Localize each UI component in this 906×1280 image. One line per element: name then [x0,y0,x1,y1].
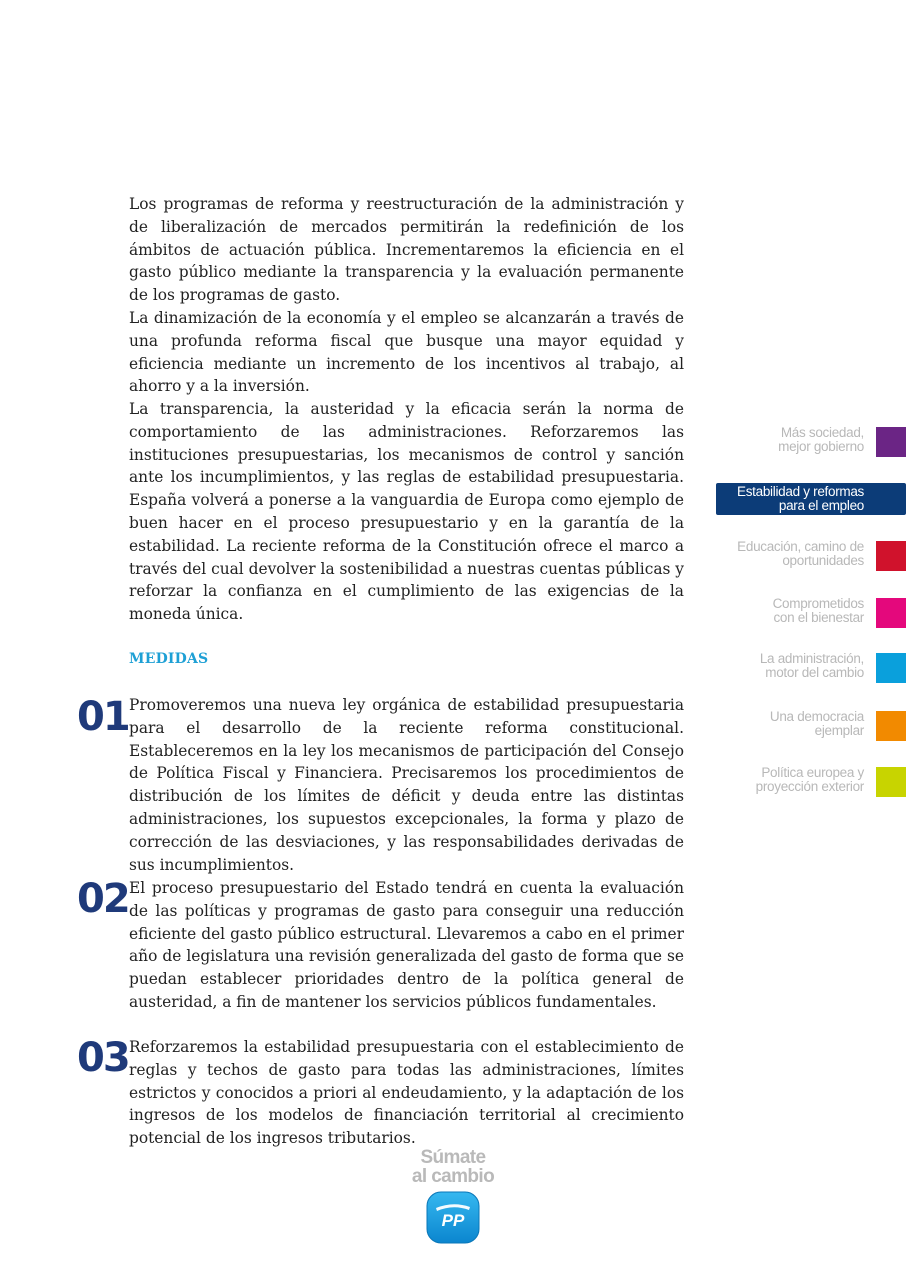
measure-number-01: 01 [77,694,129,740]
pp-party-logo-icon [426,1191,480,1244]
measure-text-02: El proceso presupuestario del Estado tendrá en cuenta la evaluación de las políticas y programas de gasto para conseguir una reducción eficiente del gasto público estructural. Llevaremos a cabo en el primer año de legislatura una revisión generalizada del gasto de forma que se puedan establecer prioridades dentro de la política general de austeridad, a fin de mantener los servicios públicos fundamentales. [129,879,684,1011]
measure-number-03: 03 [77,1035,129,1081]
pp-logo-text: PP [441,1211,465,1230]
intro-paragraph-1: Los programas de reforma y reestructuración de la administración y de liberalización de mercados permitirán la redefinición de los ámbitos de actuación pública. Incrementaremos la eficiencia en el gasto público mediante la transparencia y la evaluación permanente de los programas de gasto. [129,195,684,305]
sidebar-item-administracion[interactable] [716,652,906,684]
sidebar-item-comprometidos[interactable] [716,597,906,629]
sidebar-item-label: La administración, motor del cambio [759,651,864,680]
chapter-color-tab [876,541,906,571]
sidebar-item-label: Educación, camino de oportunidades [737,539,864,568]
measure-text-01: Promoveremos una nueva ley orgánica de estabilidad presupuestaria para el desarrollo de la reciente reforma constitucional. Estableceremos en la ley los mecanismos de participación del Consejo de Política Fiscal y Financiera. Precisaremos los procedimientos de distribución de los límites de déficit y deuda entre las distintas administraciones, los supuestos excepcionales, la forma y plazo de corrección de las desviaciones, y las responsabilidades derivadas de sus incumplimientos. [129,696,684,874]
chapter-color-tab [876,653,906,683]
sidebar-item-label: Estabilidad y reformas para el empleo [737,484,864,513]
sidebar-item-educacion[interactable] [716,540,906,572]
sidebar-item-label: Comprometidos con el bienestar [772,596,864,625]
sidebar-item-label: Más sociedad, mejor gobierno [778,425,864,454]
chapter-color-tab [876,711,906,741]
sidebar-item-label: Política europea y proyección exterior [755,765,864,794]
intro-paragraph-2: La dinamización de la economía y el empleo se alcanzarán a través de una profunda reforma fiscal que busque una mayor equidad y eficiencia mediante un incremento de los incentivos al trabajo, al ahorro y a la inversión. [129,309,684,396]
chapter-color-tab [876,767,906,797]
sidebar-item-mas-sociedad[interactable] [716,426,906,458]
sidebar-item-estabilidad[interactable] [716,483,906,515]
measure-text-03: Reforzaremos la estabilidad presupuestaria con el establecimiento de reglas y techos de gasto para todas las administraciones, límites estrictos y conocidos a priori al endeudamiento, y la adaptación de los ingresos de los modelos de financiación territorial al crecimiento potencial de los ingresos tributarios. [129,1038,684,1148]
sidebar-item-democracia[interactable] [716,710,906,742]
footer-slogan: Súmate al cambio [411,1147,495,1187]
intro-paragraph-3: La transparencia, la austeridad y la eficacia serán la norma de comportamiento de las administraciones. Reforzaremos las instituciones presupuestarias, los mecanismos de control y sanción ante los incumplimientos, y las reglas de estabilidad presupuestaria. España volverá a ponerse a la vanguardia de Europa como ejemplo de buen hacer en el proceso presupuestario y en la garantía de la estabilidad. La reciente reforma de la Constitución ofrece el marco a través del cual devolver la sostenibilidad a nuestras cuentas públicas y reforzar la confianza en el cumplimiento de las exigencias de la moneda única. [129,400,684,624]
medidas-heading: MEDIDAS [129,651,209,667]
chapter-color-tab [876,427,906,457]
sidebar-item-politica-europea[interactable] [716,766,906,798]
sidebar-item-label: Una democracia ejemplar [769,709,864,738]
measure-number-02: 02 [77,876,129,922]
chapter-color-tab [876,598,906,628]
